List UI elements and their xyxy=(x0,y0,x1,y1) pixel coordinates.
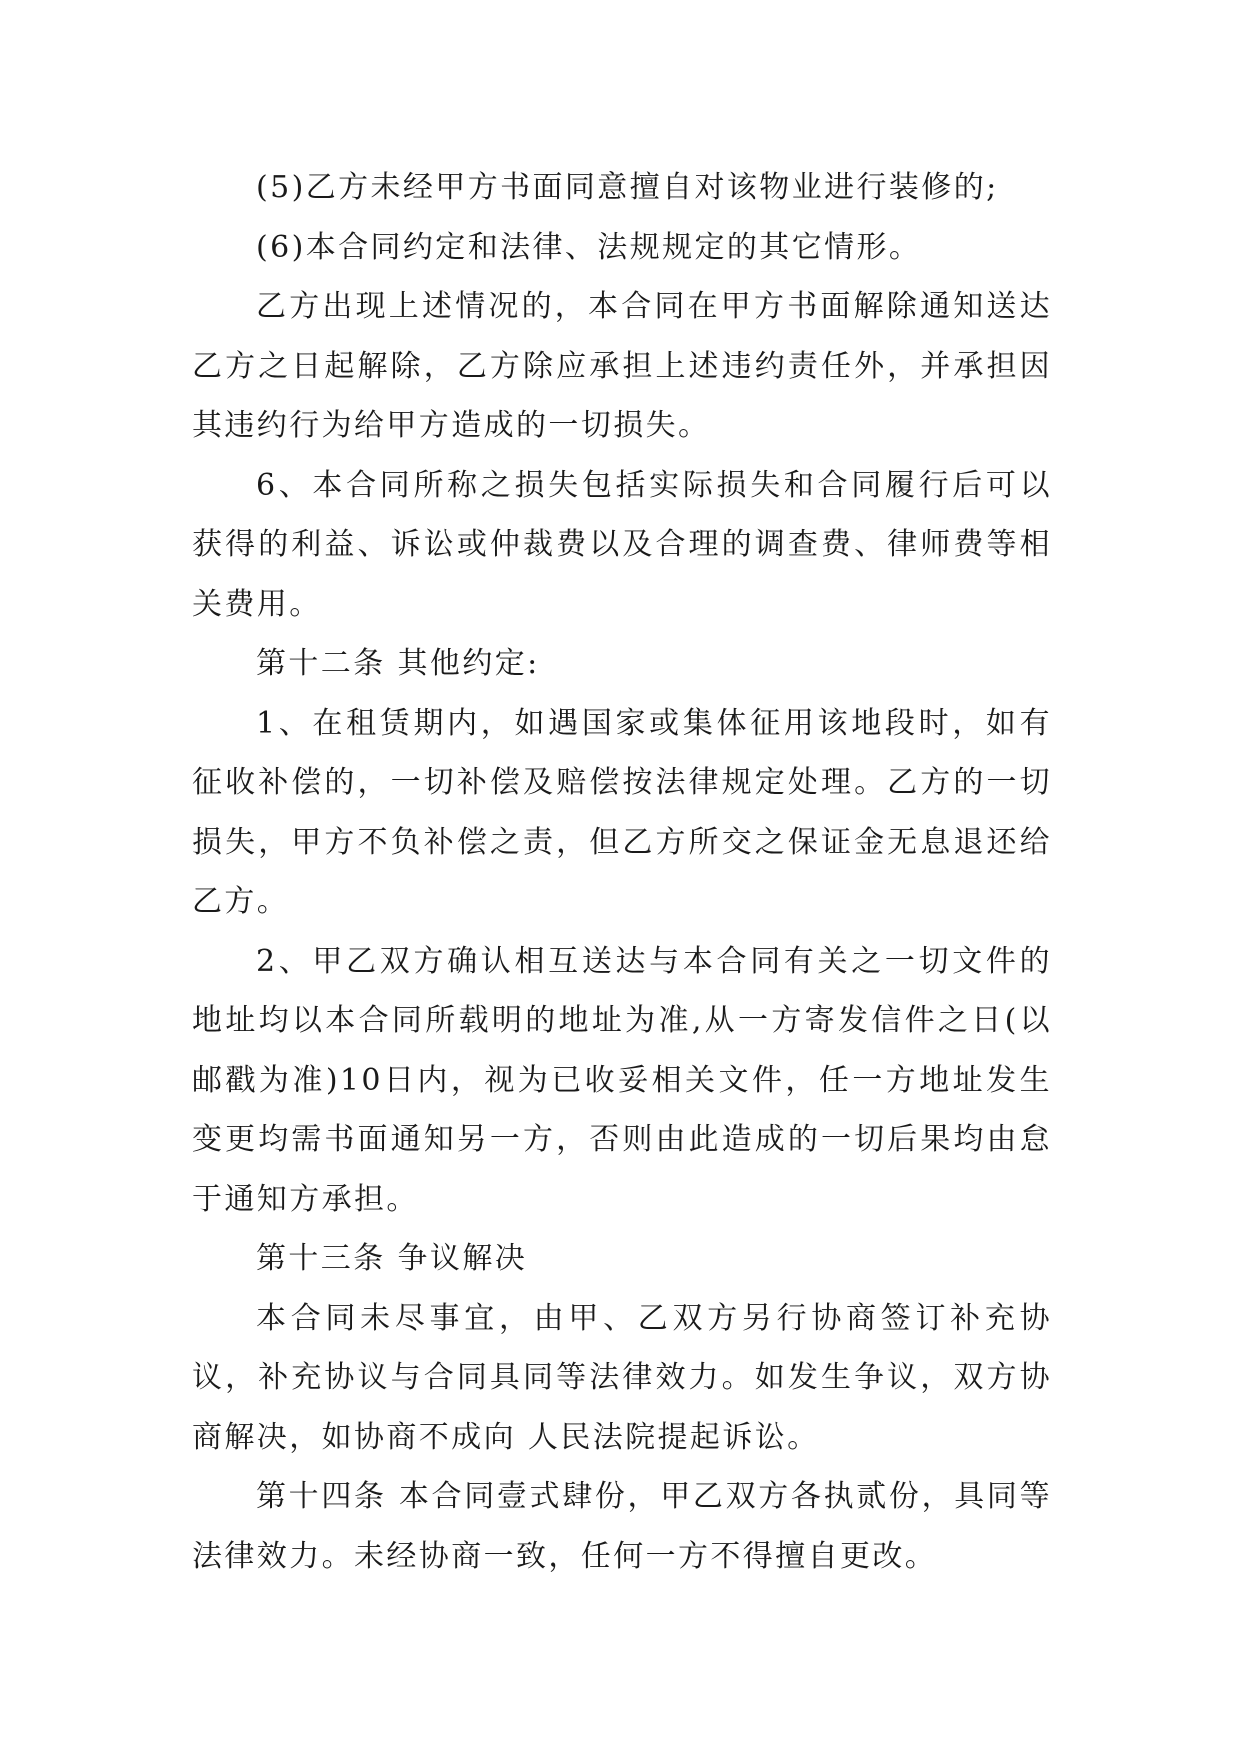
article-14-paragraph: 第十四条 本合同壹式肆份，甲乙双方各执贰份，具同等法律效力。未经协商一致，任何一方不得擅自更改。 xyxy=(192,1479,1052,1574)
loss-definition-paragraph: 6、本合同所称之损失包括实际损失和合同履行后可以获得的利益、诉讼或仲裁费以及合理的调查费、律师费等相关费用。 xyxy=(192,467,1052,622)
clause-item-5: (5)乙方未经甲方书面同意擅自对该物业进行装修的; xyxy=(256,170,999,205)
expropriation-paragraph: 1、在租赁期内，如遇国家或集体征用该地段时，如有征收补偿的，一切补偿及赔偿按法律规定处理。乙方的一切损失，甲方不负补偿之责，但乙方所交之保证金无息退还给乙方。 xyxy=(192,705,1052,919)
article-12-heading: 第十二条 其他约定: xyxy=(256,646,540,681)
service-address-paragraph: 2、甲乙双方确认相互送达与本合同有关之一切文件的地址均以本合同所载明的地址为准,从一方寄发信件之日(以邮戳为准)10日内，视为已收妥相关文件，任一方地址发生变更均需书面通知另一方，否则由此造成的一切后果均由怠于通知方承担。 xyxy=(192,943,1052,1217)
clause-item-6: (6)本合同约定和法律、法规规定的其它情形。 xyxy=(256,229,922,265)
document-body xyxy=(192,158,1052,1586)
dispute-resolution-paragraph: 本合同未尽事宜，由甲、乙双方另行协商签订补充协议，补充协议与合同具同等法律效力。如发生争议，双方协商解决，如协商不成向 人民法院提起诉讼。 xyxy=(192,1300,1052,1455)
article-13-heading: 第十三条 争议解决 xyxy=(256,1241,528,1276)
termination-paragraph: 乙方出现上述情况的，本合同在甲方书面解除通知送达乙方之日起解除，乙方除应承担上述违约责任外，并承担因其违约行为给甲方造成的一切损失。 xyxy=(192,289,1052,443)
